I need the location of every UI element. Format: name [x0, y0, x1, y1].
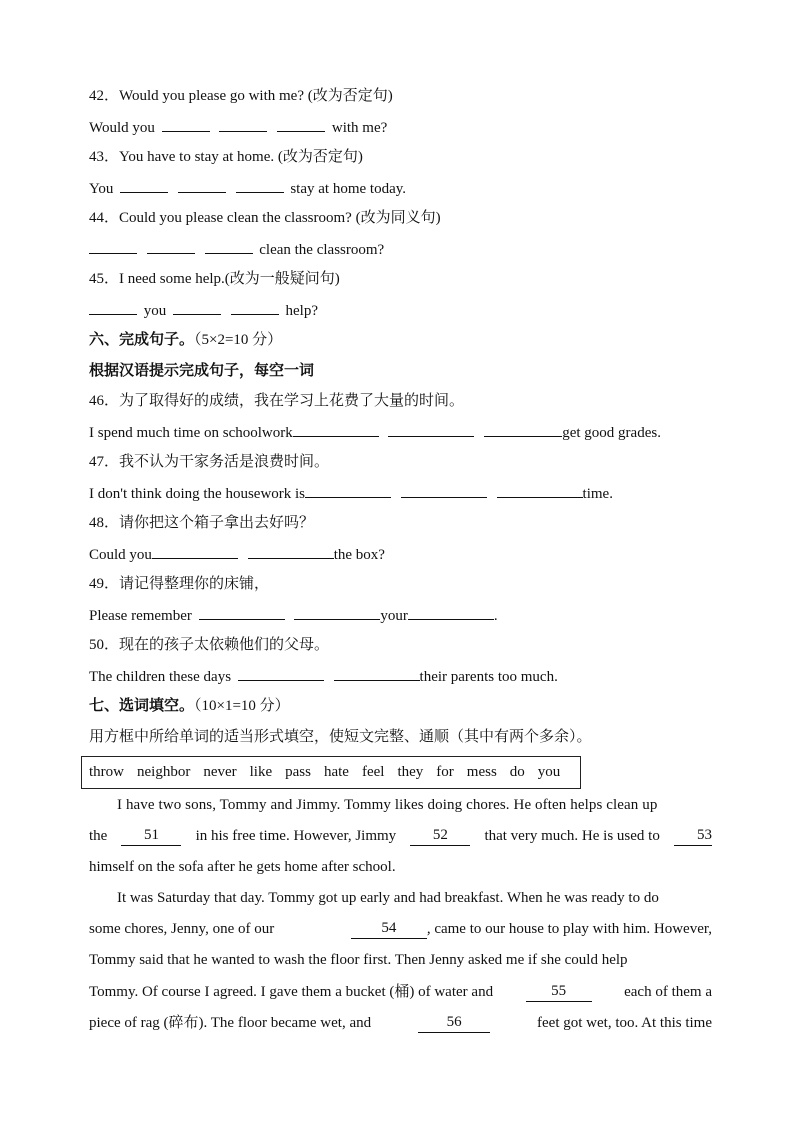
word-box [81, 756, 581, 789]
blank[interactable] [294, 604, 380, 620]
blank-52[interactable]: 52 [410, 826, 470, 846]
q46-answer-end: get good grades. [562, 425, 661, 441]
q42-answer-start: Would you [89, 120, 155, 136]
blank-56[interactable]: 56 [418, 1013, 490, 1033]
q45-answer-end: help? [285, 303, 318, 319]
q44-prompt: 44．Could you please clean the classroom? (改为同义句) [89, 210, 441, 226]
q43-answer [89, 177, 406, 199]
q50-answer-end: their parents too much. [419, 669, 558, 685]
q43-answer-end: stay at home today. [290, 181, 407, 197]
passage-line [89, 982, 712, 1002]
passage-text: some chores, Jenny, one of our [89, 921, 275, 937]
q49-answer [89, 604, 498, 626]
section6-title: 六、完成句子。 [89, 332, 195, 348]
word-box-item: throw [89, 764, 124, 780]
blank[interactable] [152, 543, 238, 559]
q47-prompt: 47．我不认为干家务活是浪费时间。 [89, 454, 330, 470]
word-box-item: hate [323, 764, 349, 780]
section7-header [89, 696, 290, 716]
passage-text: Tommy. Of course I agreed. I gave them a bucket (桶) of water and [89, 984, 494, 1000]
q47-answer-start: I don't think doing the housework is [89, 486, 306, 502]
q43-answer-start: You [89, 181, 114, 197]
blank[interactable] [388, 421, 474, 437]
q46-answer-start: I spend much time on schoolwork [89, 425, 293, 441]
q49-prompt: 49．请记得整理你的床铺， [89, 576, 270, 592]
passage-text: I have two sons, Tommy and Jimmy. Tommy likes doing chores. He often helps clean up [117, 797, 658, 813]
q48-answer [89, 543, 385, 565]
word-box-item: they [397, 764, 424, 780]
word-box-item: pass [285, 764, 311, 780]
passage-text: each of them a [624, 984, 712, 1000]
blank[interactable] [238, 665, 324, 681]
blank[interactable] [205, 238, 253, 254]
section7-title: 七、选词填空。 [89, 698, 195, 714]
q42-answer-end: with me? [331, 120, 388, 136]
q45-answer-mid: you [143, 303, 167, 319]
passage-text: , came to our house to play with him. However, [426, 921, 712, 937]
passage-line [89, 950, 712, 970]
blank[interactable] [497, 482, 583, 498]
blank[interactable] [173, 299, 221, 315]
q49-answer-end: . [493, 608, 498, 624]
passage-line [89, 1013, 712, 1033]
section6-score: （5×2=10 分） [194, 332, 283, 348]
q46-answer [89, 421, 661, 443]
section6-header [89, 330, 282, 350]
passage-text: feet got wet, too. At this time [537, 1015, 712, 1031]
blank[interactable] [89, 238, 137, 254]
q48-prompt: 48．请你把这个箱子拿出去好吗？ [89, 515, 315, 531]
blank-54[interactable]: 54 [351, 919, 427, 939]
passage-text: the [89, 828, 108, 844]
q49-answer-mid: your [380, 608, 408, 624]
blank[interactable] [248, 543, 334, 559]
q48-answer-end: the box? [333, 547, 385, 563]
blank[interactable] [120, 177, 168, 193]
passage-text: in his free time. However, Jimmy [195, 828, 397, 844]
blank[interactable] [236, 177, 284, 193]
q47-answer [89, 482, 613, 504]
blank[interactable] [401, 482, 487, 498]
passage-line [89, 826, 712, 846]
section6-instruction: 根据汉语提示完成句子，每空一词 [89, 363, 315, 379]
passage-text: piece of rag (碎布). The floor became wet, and [89, 1015, 372, 1031]
q47-answer-end: time. [582, 486, 613, 502]
q50-answer [89, 665, 558, 687]
blank[interactable] [484, 421, 562, 437]
blank[interactable] [408, 604, 494, 620]
word-box-item: feel [361, 764, 385, 780]
blank[interactable] [147, 238, 195, 254]
word-box-item: you [537, 764, 561, 780]
blank-55[interactable]: 55 [526, 982, 592, 1002]
blank[interactable] [334, 665, 420, 681]
q45-answer [89, 299, 318, 321]
q49-answer-start: Please remember [89, 608, 192, 624]
passage-text: It was Saturday that day. Tommy got up early and had breakfast. When he was ready to do [117, 890, 659, 906]
blank[interactable] [178, 177, 226, 193]
passage-line: himself on the sofa after he gets home after school. [89, 859, 396, 875]
blank[interactable] [293, 421, 379, 437]
section7-instruction: 用方框中所给单词的适当形式填空，使短文完整、通顺（其中有两个多余）。 [89, 729, 592, 745]
word-box-item: neighbor [137, 764, 191, 780]
word-box-item: do [509, 764, 525, 780]
q42-prompt: 42．Would you please go with me? (改为否定句) [89, 88, 393, 104]
q44-answer [89, 238, 384, 260]
blank[interactable] [89, 299, 137, 315]
blank[interactable] [162, 116, 210, 132]
blank[interactable] [277, 116, 325, 132]
q44-answer-end: clean the classroom? [259, 242, 385, 258]
passage-line [117, 888, 712, 908]
passage-line [117, 795, 712, 815]
passage-line [89, 919, 712, 939]
q45-prompt: 45．I need some help.(改为一般疑问句) [89, 271, 340, 287]
blank[interactable] [199, 604, 285, 620]
q48-answer-start: Could you [89, 547, 152, 563]
word-box-item: for [436, 764, 454, 780]
word-box-item: mess [466, 764, 497, 780]
passage-text: Tommy said that he wanted to wash the floor first. Then Jenny asked me if she could help [89, 952, 628, 968]
section7-score: （10×1=10 分） [194, 698, 290, 714]
blank[interactable] [305, 482, 391, 498]
blank[interactable] [219, 116, 267, 132]
word-box-item: never [203, 764, 237, 780]
blank-51[interactable]: 51 [121, 826, 181, 846]
q50-answer-start: The children these days [89, 669, 232, 685]
q43-prompt: 43．You have to stay at home. (改为否定句) [89, 149, 363, 165]
blank-53[interactable]: 53 [674, 826, 712, 846]
passage-text: that very much. He is used to [484, 828, 660, 844]
q42-answer [89, 116, 387, 138]
blank[interactable] [231, 299, 279, 315]
q46-prompt: 46．为了取得好的成绩，我在学习上花费了大量的时间。 [89, 393, 465, 409]
word-box-item: like [249, 764, 273, 780]
q50-prompt: 50．现在的孩子太依赖他们的父母。 [89, 637, 330, 653]
